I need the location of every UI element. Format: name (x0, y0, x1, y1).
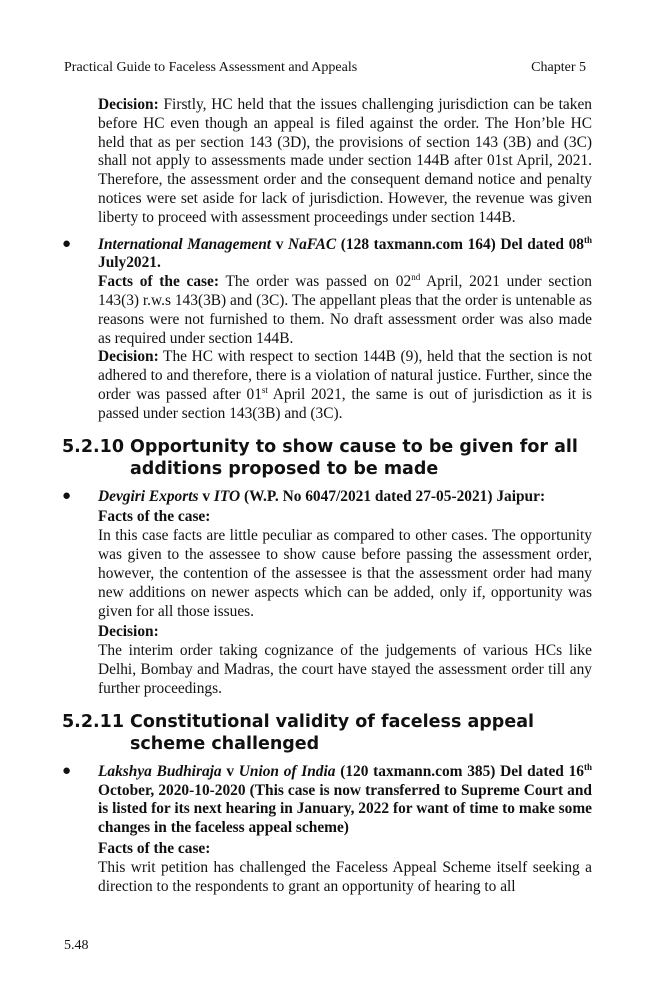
facts-label: Facts of the case: (98, 839, 211, 857)
decision-label: Decision: (98, 623, 159, 641)
party-name: Devgiri Exports (98, 487, 199, 505)
bullet-icon: ● (62, 762, 72, 779)
section-title: Opportunity to show cause to be given for all additions proposed to be made (130, 436, 578, 479)
citation: October, 2020-10-2020 (This case is now transferred to Supreme Court and is listed for its next hearing in January, 2022 for want of time to make some changes in the faceless appeal scheme) (98, 781, 592, 837)
facts-paragraph: This writ petition has challenged the Faceless Appeal Scheme itself seeking a direction to the respondents to grant an opportunity of hearing to all (98, 858, 592, 895)
facts-text: April, 2021 under section 143(3) r.w.s 143(3B) and (3C). The appellant pleas that the order is untenable as reasons were not furnished to them. No draft assessment order was also made as required under section 144B. (98, 273, 592, 347)
party-name: Lakshya Budhiraja (98, 762, 222, 780)
decision-text: Firstly, HC held that the issues challenging jurisdiction can be taken before HC even though an appeal is filed against the order. The Hon’ble HC held that as per section 143 (3D), the provisions of section 143 (3B) and (3C) shall not apply to assessments made under section 144B after 01st April, 2021. Therefore, the assessment order and the consequent demand notice and penalty notices were set aside for lack of jurisdiction. However, the revenue was given liberty to proceed with assessment proceedings under section 144B. (98, 96, 592, 226)
versus: v (271, 235, 288, 253)
case-title (98, 236, 592, 274)
party-name: International Management (98, 235, 272, 253)
party-name: NaFAC (288, 235, 337, 253)
facts-paragraph (98, 273, 592, 348)
page-header (64, 60, 586, 76)
superscript: th (583, 234, 592, 245)
superscript: th (583, 761, 592, 772)
decision-paragraph: The interim order taking cognizance of the judgements of various HCs like Delhi, Bombay and Madras, the court have stayed the assessment order till any further proceedings. (98, 642, 592, 697)
decision-label: Decision: (98, 96, 159, 113)
page-number: 5.48 (64, 938, 89, 953)
superscript: nd (411, 272, 421, 283)
decision-label: Decision: (98, 348, 159, 366)
facts-text: The order was passed on 02 (219, 273, 412, 291)
party-name: Union of India (238, 762, 336, 780)
chapter-label: Chapter 5 (531, 60, 586, 75)
citation: (120 taxmann.com 385) Del dated 16 (335, 762, 584, 780)
page-content (62, 96, 592, 897)
citation: (128 taxmann.com 164) Del dated 08 (336, 235, 584, 253)
decision-paragraph-1 (98, 96, 592, 228)
facts-label: Facts of the case: (98, 273, 220, 291)
facts-label: Facts of the case: (98, 508, 211, 526)
versus: v (198, 487, 214, 505)
citation-date: July2021. (98, 254, 161, 272)
case-international-management (62, 236, 592, 424)
case-title (98, 488, 592, 507)
facts-paragraph: In this case facts are little peculiar as compared to other cases. The opportunity was given to the assessee to show cause before passing the assessment order, however, the contention of the assessee is that the assessment order had many new additions on newer aspects which can be added, only if, opportunity was given for all those issues. (98, 527, 592, 620)
book-title: Practical Guide to Faceless Assessment and Appeals (64, 60, 358, 75)
decision-text: The HC with respect to section 144B (9), held that the section is not adhered to and therefore, there is a violation of natural justice. Further, since the order was passed after 01 (98, 348, 592, 403)
section-number: 5.2.11 (62, 711, 125, 732)
decision-paragraph (98, 348, 592, 423)
section-number: 5.2.10 (62, 436, 125, 457)
section-heading-5-2-10 (62, 436, 592, 480)
citation: (W.P. No 6047/2021 dated 27-05-2021) Jaipur: (240, 487, 546, 505)
decision-text: April 2021, the same is out of jurisdiction as it is passed under section 143(3B) and (3C). (98, 385, 592, 422)
section-title: Constitutional validity of faceless appeal scheme challenged (130, 711, 535, 754)
section-heading-5-2-11 (62, 711, 592, 755)
case-lakshya-budhiraja (62, 763, 592, 897)
bullet-icon: ● (62, 235, 72, 252)
case-title (98, 763, 592, 838)
versus: v (221, 762, 239, 780)
party-name: ITO (213, 487, 241, 505)
superscript: st (261, 384, 268, 395)
case-devgiri-exports (62, 488, 592, 699)
bullet-icon: ● (62, 487, 72, 504)
